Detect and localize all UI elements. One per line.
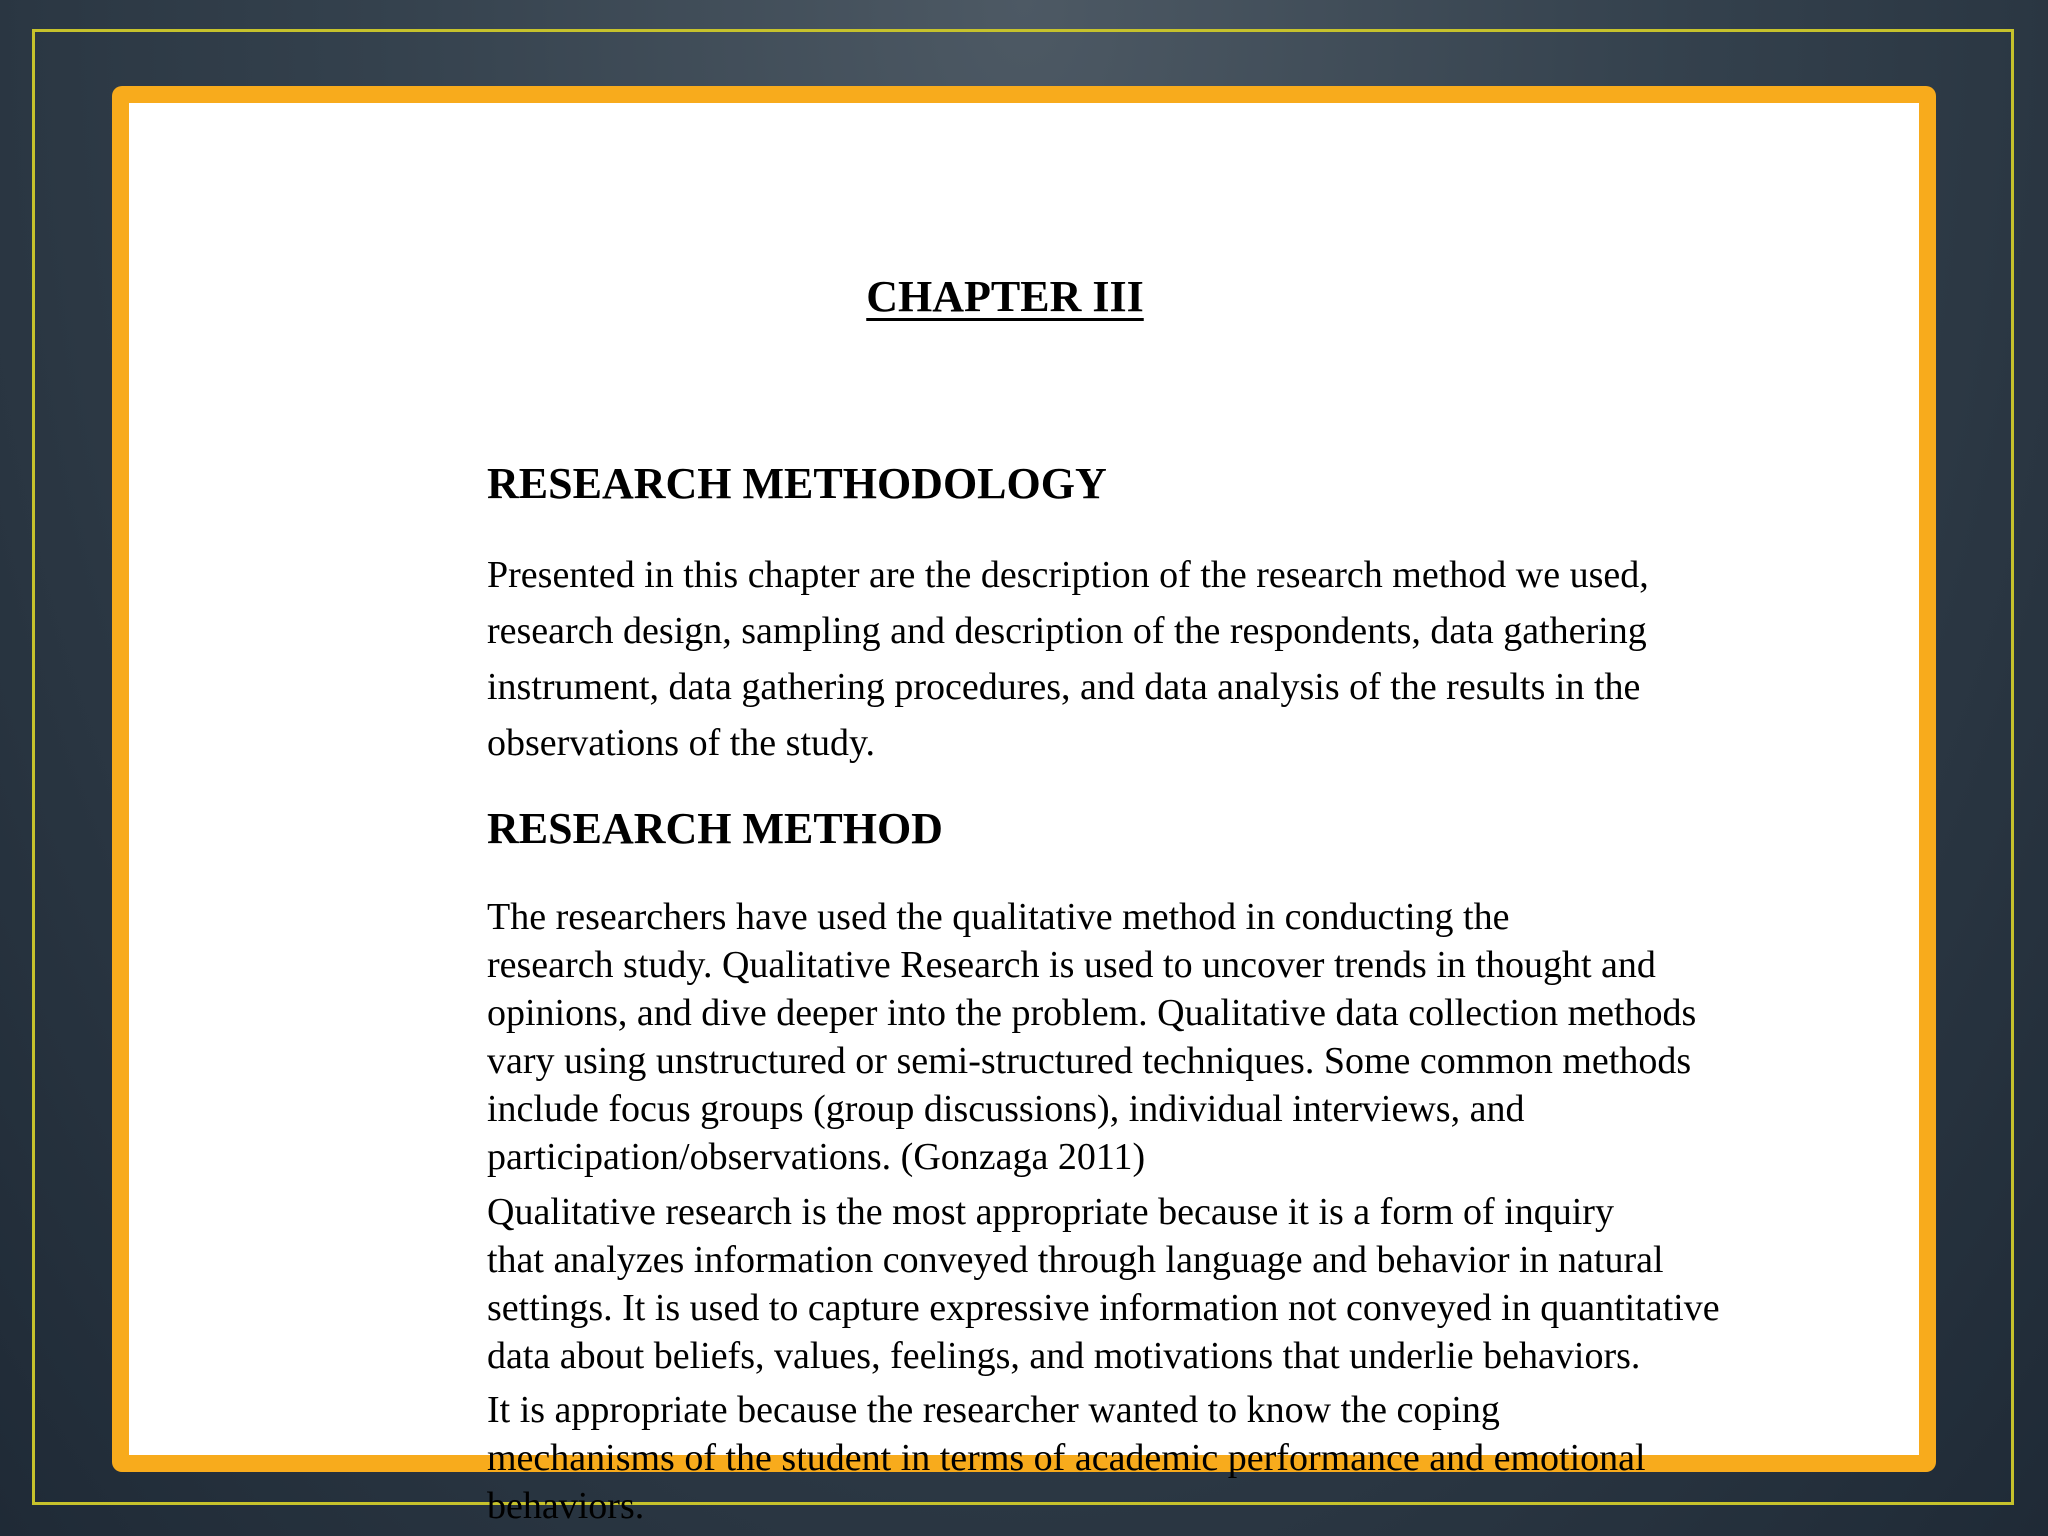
document-page — [112, 86, 1936, 1527]
chapter-title: CHAPTER III — [866, 272, 1144, 321]
section-heading-research-method: RESEARCH METHOD — [487, 804, 943, 853]
method-paragraph-2: Qualitative research is the most appropriate because it is a form of inquiry that analyzes information conveyed through language and behavior in natural settings. It is used to capture expressive information not conveyed in quantitative data about beliefs, values, feelings, and motivations that underlie behaviors. — [487, 1191, 1720, 1377]
section-heading-research-methodology: RESEARCH METHODOLOGY — [487, 459, 1107, 508]
method-paragraph-3: It is appropriate because the researcher wanted to know the coping mechanisms of the student in terms of academic performance and emotional behaviors. — [487, 1389, 1646, 1527]
method-paragraph-1: The researchers have used the qualitative method in conducting the research study. Qualitative Research is used to uncover trends in thought and opinions, and dive deeper into the problem. Qualitative data collection methods vary using unstructured or semi-structured techniques. Some common methods include focus groups (group discussions), individual interviews, and participation/observations. (Gonzaga 2011) — [487, 896, 1697, 1178]
methodology-paragraph: Presented in this chapter are the description of the research method we used, research design, sampling and description of the respondents, data gathering instrument, data gathering procedures, and data analysis of the results in the observations of the study. — [487, 554, 1649, 764]
